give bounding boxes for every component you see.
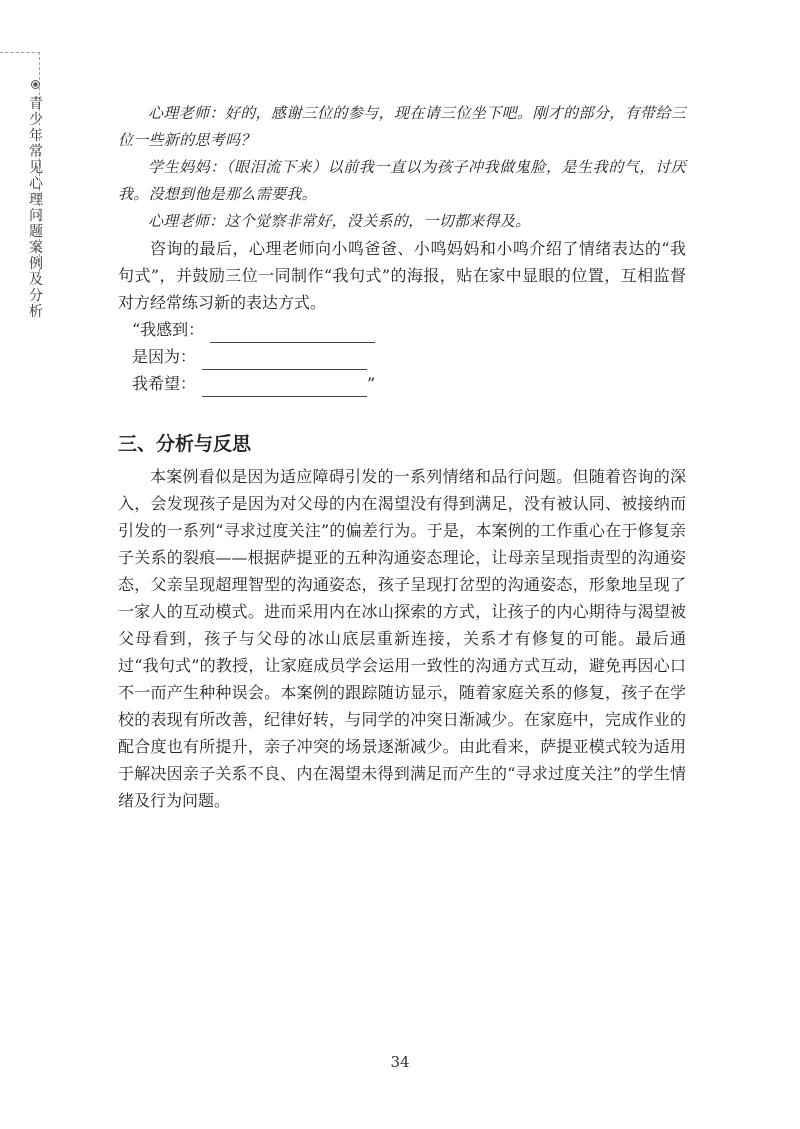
dialog-line-teacher-1: 心理老师：好的，感谢三位的参与，现在请三位坐下吧。刚才的部分，有带给三位一些新的思考吗？ (118, 104, 686, 149)
form-blank-because (202, 351, 367, 370)
dialog-line-teacher-2: 心理老师：这个觉察非常好，没关系的，一切都来得及。 (148, 212, 531, 230)
summary-paragraph: 咨询的最后，心理老师向小鸣爸爸、小鸣妈妈和小鸣介绍了情绪表达的“我句式”，并鼓励三位一同制作“我句式”的海报，贴在家中显眼的位置，互相监督对方经常练习新的表达方式。 (118, 239, 686, 312)
form-line-feel (118, 316, 686, 343)
running-header-book-title: 青少年常见心理问题案例及分析 (29, 96, 43, 320)
page-number: 34 (390, 1053, 410, 1071)
form-label-because: 是因为： (132, 347, 197, 366)
form-line-hope (118, 370, 686, 397)
form-line-because (118, 343, 686, 370)
form-close-quote: ” (367, 374, 376, 393)
analysis-paragraph: 本案例看似是因为适应障碍引发的一系列情绪和品行问题。但随着咨询的深入，会发现孩子是因为对父母的内在渴望没有得到满足，没有被认同、被接纳而引发的一系列“寻求过度关注”的偏差行为。于是，本案例的工作重心在于修复亲子关系的裂痕——根据萨提亚的五种沟通姿态理论，让母亲呈现指责型的沟通姿态，父亲呈现超理智型的沟通姿态，孩子呈现打岔型的沟通姿态，形象地呈现了一家人的互动模式。进而采用内在冰山探索的方式，让孩子的内心期待与渴望被父母看到，孩子与父母的冰山底层重新连接，关系才有修复的可能。最后通过“我句式”的教授，让家庭成员学会运用一致性的沟通方式互动，避免再因心口不一而产生种种误会。本案例的跟踪随访显示，随着家庭关系的修复，孩子在学校的表现有所改善，纪律好转，与同学的冲突日渐减少。在家庭中，完成作业的配合度也有所提升，亲子冲突的场景逐渐减少。由此看来，萨提亚模式较为适用于解决因亲子关系不良、内在渴望未得到满足而产生的“寻求过度关注”的学生情绪及行为问题。 (118, 467, 686, 810)
form-label-hope: 我希望： (132, 374, 197, 393)
form-blank-hope (202, 378, 367, 397)
dialog-line-mother: 学生妈妈：（眼泪流下来）以前我一直以为孩子冲我做鬼脸，是生我的气，讨厌我。没想到他是那么需要我。 (118, 158, 686, 203)
form-blank-feel (210, 324, 375, 343)
section-title: 三、分析与反思 (118, 433, 252, 455)
page-content (118, 100, 686, 814)
bullet-circle-icon (31, 80, 40, 89)
form-label-feel: “我感到： (132, 320, 205, 339)
